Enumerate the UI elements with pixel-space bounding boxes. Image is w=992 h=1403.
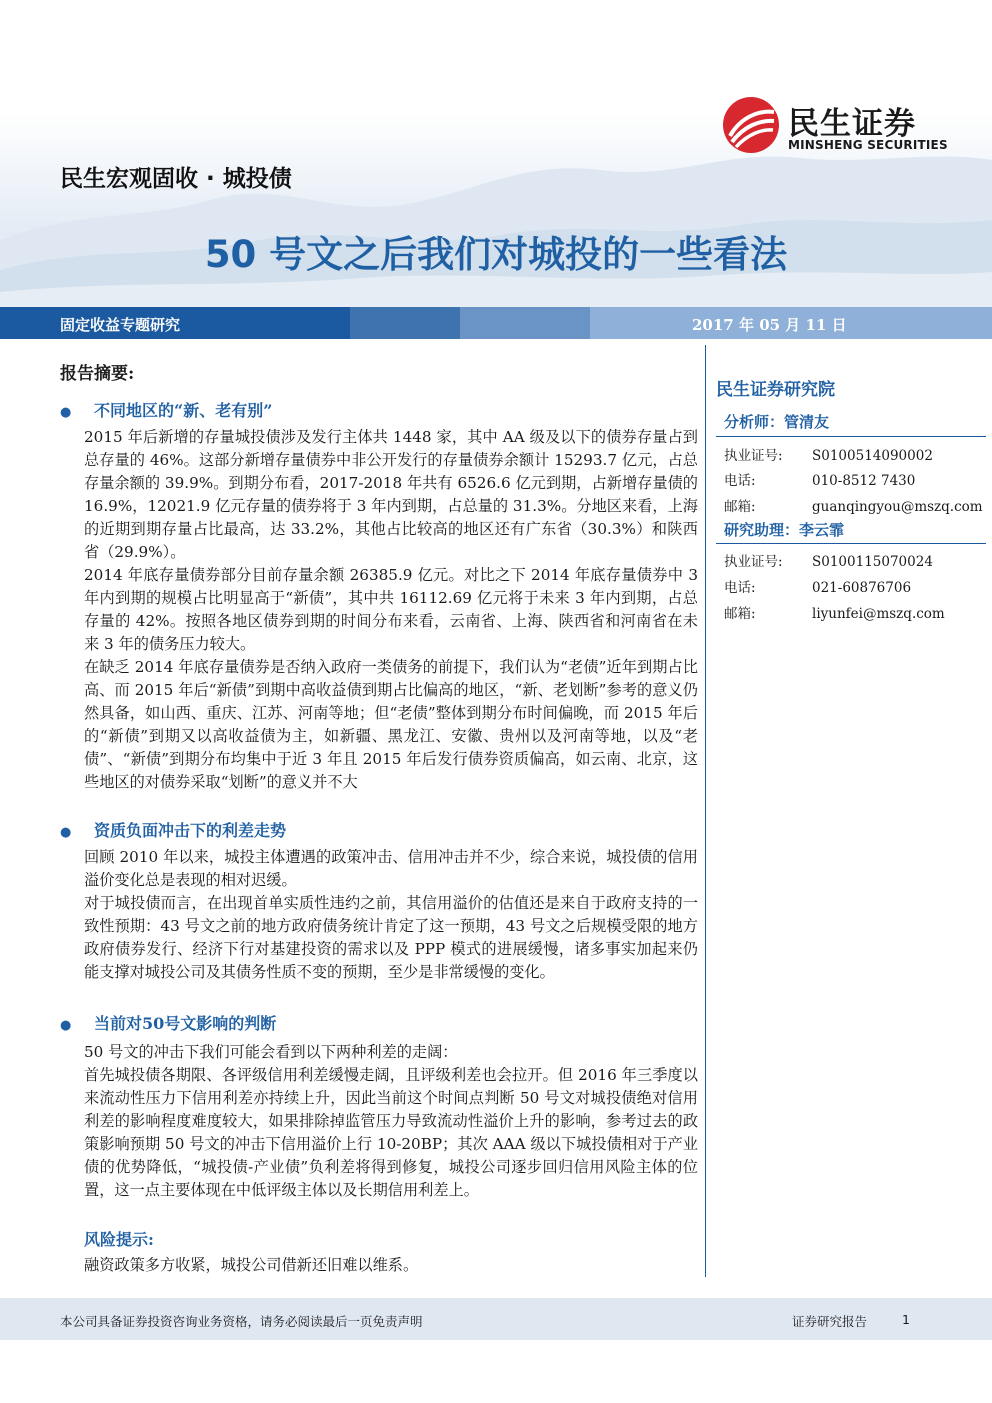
footer-doc-type: 证券研究报告 bbox=[792, 1314, 868, 1329]
assistant-phone: 电话: 021-60876706 bbox=[724, 580, 912, 596]
footer-disclaimer: 本公司具备证券投资咨询业务资格，请务必阅读最后一页免责声明 bbox=[60, 1314, 423, 1329]
analyst-phone: 电话: 010-8512 7430 bbox=[724, 473, 916, 489]
report-category: 固定收益专题研究 bbox=[60, 316, 181, 334]
sidebar-rule bbox=[716, 436, 986, 437]
bullet-icon: ● bbox=[60, 825, 72, 840]
column-divider bbox=[705, 345, 706, 1277]
band-segment bbox=[350, 307, 460, 339]
category-band bbox=[0, 307, 992, 339]
section-heading bbox=[60, 1011, 276, 1035]
section-heading-text: 不同地区的“新、老有别” bbox=[94, 401, 273, 420]
section-heading-text: 资质负面冲击下的利差走势 bbox=[94, 821, 287, 840]
risk-text: 融资政策多方收紧，城投公司借新还旧难以维系。 bbox=[84, 1256, 419, 1274]
section-heading bbox=[60, 398, 272, 422]
report-series: 民生宏观固收 · 城投债 bbox=[60, 166, 292, 192]
paragraph: 50 号文的冲击下我们可能会看到以下两种利差的走阔： bbox=[84, 1043, 458, 1061]
sidebar-rule bbox=[716, 543, 986, 544]
analyst-role: 分析师：管清友 bbox=[724, 413, 830, 431]
bullet-icon: ● bbox=[60, 405, 72, 420]
bullet-icon: ● bbox=[60, 1018, 72, 1033]
logo-name-en: MINSHENG SECURITIES bbox=[788, 138, 948, 152]
report-title: 50 号文之后我们对城投的一些看法 bbox=[204, 233, 788, 276]
logo-name-cn: 民生证券 bbox=[788, 106, 916, 142]
section-heading-text: 当前对50号文影响的判断 bbox=[94, 1014, 277, 1033]
analyst-license: 执业证号: S0100514090002 bbox=[724, 448, 933, 464]
logo-emblem-icon bbox=[722, 96, 780, 154]
paragraph: 对于城投债而言，在出现首单实质性违约之前，其信用溢价的估值还是来自于政府支持的一致性预期：43 号文之前的地方政府债务统计肯定了这一预期，43 号文之后规模受限的地方政府债券发行、经济下行对基建投资的需求以及 PPP 模式的进展缓慢，诸多事实加起来仍能支撑对城投公司及其债务性质不变的预期，至少是非常缓慢的变化。 bbox=[84, 894, 698, 981]
page-number: 1 bbox=[902, 1312, 910, 1327]
paragraph: 2014 年底存量债券部分目前存量余额 26385.9 亿元。对比之下 2014 年底存量债券中 3 年内到期的规模占比明显高于“新债”，其中共 16112.69 亿元将于未来 3 年内到期，占总存量的 42%。按照各地区债券到期的时间分布来看，云南省、上海、陕西省和河南省在未来 3 年的债务压力较大。 bbox=[84, 566, 698, 653]
paragraph: 回顾 2010 年以来，城投主体遭遇的政策冲击、信用冲击并不少，综合来说，城投债的信用溢价变化总是表现的相对迟缓。 bbox=[84, 848, 698, 889]
summary-label: 报告摘要: bbox=[60, 364, 135, 384]
band-segment bbox=[460, 307, 590, 339]
paragraph: 在缺乏 2014 年底存量债券是否纳入政府一类债务的前提下，我们认为“老债”近年到期占比高、而 2015 年后“新债”到期中高收益债到期占比偏高的地区，“新、老划断”参考的意义仍然具备，如山西、重庆、江苏、河南等地；但“老债”整体到期分布时间偏晚，而 2015 年后的“新债”到期又以高收益债为主，如新疆、黑龙江、安徽、贵州以及河南等地，以及“老债”、“新债”到期分布均集中于近 3 年且 2015 年后发行债券资质偏高，如云南、北京，这些地区的对债券采取“划断”的意义并不大 bbox=[84, 658, 698, 791]
section-heading bbox=[60, 818, 286, 842]
paragraph: 首先城投债各期限、各评级信用利差缓慢走阔，且评级利差也会拉开。但 2016 年三季度以来流动性压力下信用利差亦持续上升，因此当前这个时间点判断 50 号文对城投债绝对信用利差的影响程度难度较大，如果排除掉监管压力导致流动性溢价上升的影响，参考过去的政策影响预期 50 号文的冲击下信用溢价上行 10-20BP；其次 AAA 级以下城投债相对于产业债的优势降低，“城投债-产业债”负利差将得到修复，城投公司逐步回归信用风险主体的位置，这一点主要体现在中低评级主体以及长期信用利差上。 bbox=[84, 1066, 698, 1199]
assistant-email[interactable]: 邮箱: liyunfei@mszq.com bbox=[724, 606, 945, 622]
assistant-role: 研究助理：李云霏 bbox=[724, 521, 845, 539]
company-logo bbox=[722, 96, 962, 162]
analyst-email[interactable]: 邮箱: guanqingyou@mszq.com bbox=[724, 499, 983, 515]
paragraph: 2015 年后新增的存量城投债涉及发行主体共 1448 家，其中 AA 级及以下的债券存量占到总存量的 46%。这部分新增存量债券中非公开发行的存量债券余额计 15293.7 亿元，占总存量余额的 39.9%。到期分布看，2017-2018 年共有 6526.6 亿元到期，占新增存量债的 16.9%，12021.9 亿元存量的债券将于 3 年内到期，占总量的 31.3%。分地区来看，上海的近期到期存量占比最高，达 33.2%，其他占比较高的地区还有广东省（30.3%）和陕西省（29.9%）。 bbox=[84, 428, 698, 561]
assistant-license: 执业证号: S0100115070024 bbox=[724, 554, 933, 570]
institute-name: 民生证券研究院 bbox=[716, 380, 835, 400]
risk-label: 风险提示: bbox=[84, 1230, 154, 1249]
report-date: 2017 年 05 月 11 日 bbox=[692, 316, 847, 334]
